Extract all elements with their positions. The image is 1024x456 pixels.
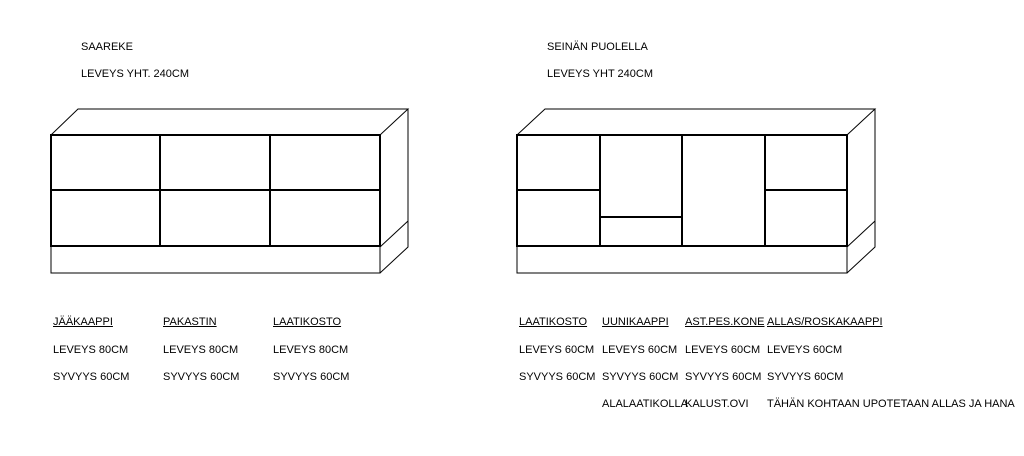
wall-unit-1-width: LEVEYS 60CM [519,344,595,356]
wall-total-width: LEVEYS YHT 240CM [547,68,653,80]
wall-plinth-edge [847,221,875,247]
wall-right-side [847,109,875,273]
wall-unit-2-depth: SYVYYS 60CM [602,371,679,383]
wall-top-surface [517,109,875,135]
wall-unit-4-depth: SYVYYS 60CM [767,371,844,383]
island-unit-2-depth: SYVYYS 60CM [163,371,240,383]
island-title: SAAREKE [81,41,133,53]
island-cabinet-drawing [51,109,408,273]
wall-title: SEINÄN PUOLELLA [547,41,648,53]
wall-plinth [517,246,847,273]
wall-unit-2-name: UUNIKAAPPI [602,316,669,328]
island-unit-2-width: LEVEYS 80CM [163,344,239,356]
wall-unit-2-width: LEVEYS 60CM [602,344,678,356]
island-plinth [51,246,380,273]
island-unit-1-width: LEVEYS 80CM [53,344,129,356]
island-unit-1-depth: SYVYYS 60CM [53,371,130,383]
wall-unit-1-name: LAATIKOSTO [519,316,588,328]
island-unit-3-name: LAATIKOSTO [273,316,342,328]
island-plinth-edge [380,221,408,247]
wall-unit-4-note: TÄHÄN KOHTAAN UPOTETAAN ALLAS JA HANA [767,398,1015,410]
wall-unit-4-name: ALLAS/ROSKAKAAPPI [767,316,883,328]
island-unit-3-depth: SYVYYS 60CM [273,371,350,383]
wall-unit-1-depth: SYVYYS 60CM [519,371,596,383]
wall-cabinet-drawing [517,109,875,273]
wall-unit-3-depth: SYVYYS 60CM [685,371,762,383]
wall-unit-3-width: LEVEYS 60CM [685,344,761,356]
wall-unit-3-note: KALUST.OVI [685,398,749,410]
wall-unit-2-note: ALALAATIKOLLA [602,398,689,410]
wall-unit-3-name: AST.PES.KONE [685,316,765,328]
island-top-surface [51,109,408,135]
island-right-side [380,109,408,273]
island-unit-1-name: JÄÄKAAPPI [53,316,113,328]
island-unit-3-width: LEVEYS 80CM [273,344,349,356]
island-unit-2-name: PAKASTIN [163,316,217,328]
wall-unit-4-width: LEVEYS 60CM [767,344,843,356]
island-total-width: LEVEYS YHT. 240CM [81,68,190,80]
